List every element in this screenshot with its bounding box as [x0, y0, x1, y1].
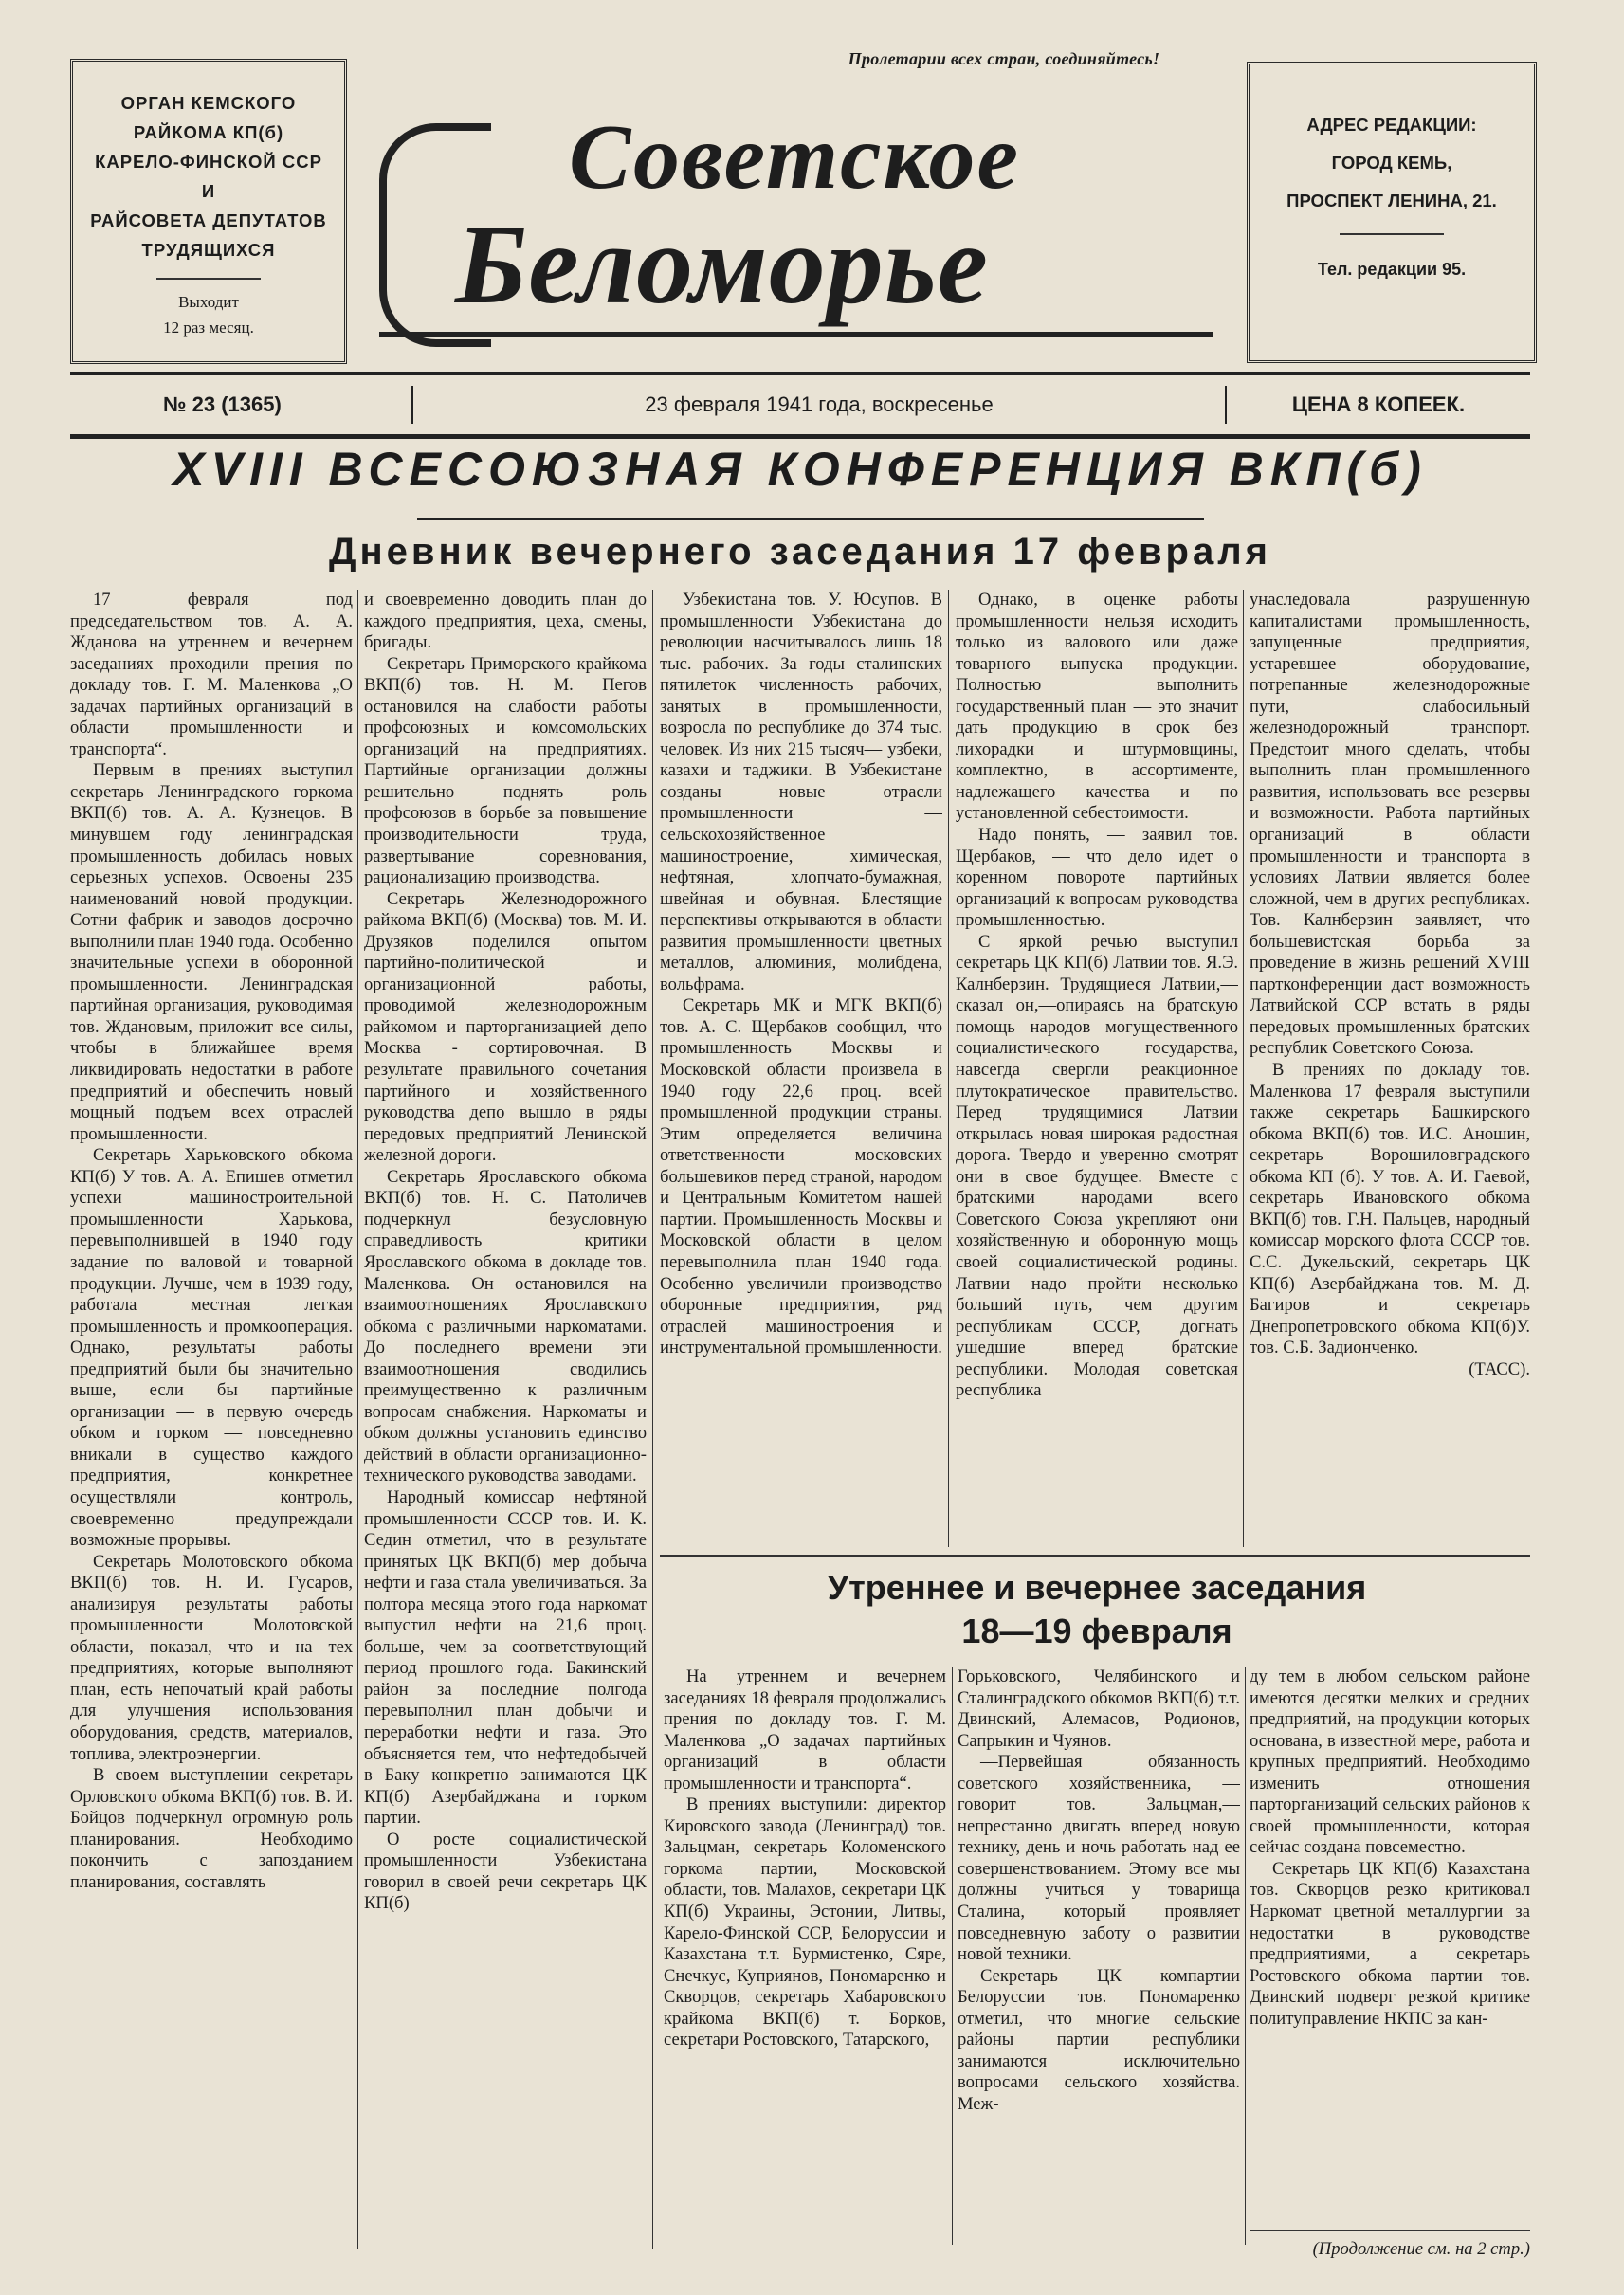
paragraph: Секретарь ЦК КП(б) Казахстана тов. Скворцов резко критиковал Наркомат цветной металлургии за недостатки в руководстве предприятиями, а секретарь Ростовского обкома партии тов. Двинский подверг резкой критике политуправление НКПС за кан-	[1250, 1858, 1530, 2029]
article1-column-3	[660, 590, 942, 1547]
info-bar	[70, 372, 1530, 439]
title-line-2: Беломорье	[455, 201, 989, 327]
paragraph: Секретарь Харьковского обкома КП(б) У тов. А. А. Епишев отметил успехи машиностроительной промышленности Харькова, перевыполнившей в 1940 году задание по валовой и товарной продукции. Лучше, чем в 1939 году, работала местная легкая промышленность и промкооперация. Однако, результаты работы предприятий были бы значительно выше, если бы партийные организации — в первую очередь обком и горком — повседневно вникали в существо каждого предприятия, конкретнее осуществляли контроль, своевременно предупреждали возможные прорывы.	[70, 1145, 353, 1551]
paragraph: В прениях по докладу тов. Маленкова 17 февраля выступили также секретарь Башкирского обкома ВКП(б) тов. И.С. Аношин, секретарь Ворошиловградского обкома КП (б). У тов. А. И. Гаевой, секретарь Ивановского обкома ВКП(б) тов. Г.Н. Пальцев, народный комиссар морского флота СССР тов. С.С. Дукельский, секретарь ЦК КП(б) Азербайджана тов. М. Д. Багиров и секретарь Днепропетровского обкома КП(б)У. тов. С.Б. Задионченко.	[1250, 1060, 1530, 1358]
issue-date: 23 февраля 1941 года, воскресенье	[411, 386, 1227, 424]
issue-price: ЦЕНА 8 КОПЕЕК.	[1291, 392, 1466, 416]
continued-note: (Продолжение см. на 2 стр.)	[1312, 2239, 1530, 2259]
organ-line: ОРГАН КЕМСКОГО	[120, 93, 297, 113]
paragraph: Секретарь Молотовского обкома ВКП(б) тов. Н. И. Гусаров, анализируя результаты работы промышленности Молотовской области, показал, что и на тех предприятиях, которые выполняют план, есть непочатый край работы для улучшения использования оборудования, средств, материалов, топлива, электроэнергии.	[70, 1551, 353, 1764]
address-box	[1247, 62, 1537, 363]
organ-line: И	[201, 181, 216, 201]
headline-line: 18—19 февраля	[961, 1612, 1232, 1650]
organ-line: РАЙСОВЕТА ДЕПУТАТОВ	[90, 210, 327, 230]
paragraph: Секретарь МК и МГК ВКП(б) тов. А. С. Щербаков сообщил, что промышленность Москвы и Московской области произвела в 1940 году 22,6 проц. всей промышленной продукции страны. Этим определяется величина ответственности московских большевиков перед страной, народом и Центральным Комитетом нашей партии. Промышленность Москвы и Московской области в целом перевыполнила план 1940 года. Особенно увеличили производство оборонные предприятия, ряд отраслей машиностроения и инструментальной промышленности.	[660, 995, 942, 1358]
column-rule	[1243, 590, 1244, 1547]
source-credit: (ТАСС).	[1469, 1358, 1530, 1379]
issue-number: № 23 (1365)	[163, 392, 282, 416]
paragraph: 17 февраля под председательством тов. А. А. Жданова на утреннем и вечернем заседаниях проходили прения по докладу тов. Г. М. Маленкова „О задачах партийных организаций в области промышленности и транспорта“.	[70, 590, 353, 759]
organ-line: РАЙКОМА КП(б)	[133, 122, 284, 142]
column-rule	[652, 590, 653, 2249]
paragraph: Однако, в оценке работы промышленности нельзя исходить только из валового или даже товарного выпуска продукции. Полностью выполнить государственный план — это значит дать продукцию в срок без лихорадки и штурмовщины, комплектно, в ассортименте, надлежащего качества и по установленной себестоимости.	[956, 590, 1238, 824]
paragraph: Секретарь Ярославского обкома ВКП(б) тов. Н. С. Патоличев подчеркнул безусловную справедливость критики Ярославского обкома в докладе тов. Маленкова. Он остановился на взаимоотношениях Ярославского обкома с различными наркоматами. До последнего времени эти взаимоотношения сводились преимущественно к различным вопросам снабжения. Наркоматы и обком должны установить единство действий в области организационно-технического руководства заводами.	[364, 1166, 647, 1486]
phone: Тел. редакции 95.	[1317, 260, 1467, 279]
article1-column-4	[956, 590, 1238, 1547]
headline-line: Утреннее и вечернее заседания	[827, 1568, 1367, 1607]
frequency-line: 12 раз месяц.	[163, 319, 254, 337]
column-rule	[357, 590, 358, 2249]
article2-column-2	[958, 1667, 1240, 2245]
newspaper-logo	[360, 104, 1232, 351]
article1-column-2	[364, 590, 647, 2249]
article1-headline: Дневник вечернего заседания 17 февраля	[329, 531, 1271, 573]
paragraph: Надо понять, — заявил тов. Щербаков, — что дело идет о коренном повороте партийных организаций к вопросам руководства промышленностью.	[956, 825, 1238, 931]
article1-column-1	[70, 590, 353, 2249]
paragraph: и своевременно доводить план до каждого предприятия, цеха, смены, бригады.	[364, 590, 647, 653]
conference-heading: XVIII ВСЕСОЮЗНАЯ КОНФЕРЕНЦИЯ ВКП(б)	[173, 443, 1428, 496]
article2-column-1	[664, 1667, 946, 2245]
paragraph: унаследовала разрушенную капиталистами промышленность, запущенные предприятия, устаревшее оборудование, потрепанные железнодорожные пути, слабосильный железнодорожный транспорт. Предстоит много сделать, чтобы выполнить план промышленного развития, использовать все резервы и возможности. Работа партийных организаций в области промышленности и транспорта в условиях Латвии является более сложной, чем в других республиках. Тов. Калнберзин заявляет, что большевистская борьба за проведение в жизнь решений XVIII партконференции даст возможность Латвийской ССР встать в ряды передовых промышленных братских республик Советского Союза.	[1250, 590, 1530, 1059]
section-rule	[660, 1555, 1530, 1557]
article2-column-3	[1250, 1667, 1530, 2226]
organ-line: КАРЕЛО-ФИНСКОЙ ССР	[95, 152, 322, 172]
paragraph: В своем выступлении секретарь Орловского обкома ВКП(б) тов. В. И. Бойцов подчеркнул огромную роль планирования. Необходимо покончить с запозданием планирования, составлять	[70, 1765, 353, 1892]
paragraph: С яркой речью выступил секретарь ЦК КП(б) Латвии тов. Я.Э. Калнберзин. Трудящиеся Латвии,—сказал он,—опираясь на братскую помощь народов могущественного социалистического государства, навсегда свергли реакционное плутократическое правительство. Перед трудящимися Латвии открылась новая широкая радостная дорога. Твердо и уверенно смотрят они в свое будущее. Вместе с братскими народами всего Советского Союза укрепляют они хозяйственную и оборонную мощь своей социалистической родины. Латвии надо пройти несколько больший путь, чем другим республикам СССР, догнать ушедшие вперед братские республики. Молодая советская республика	[956, 931, 1238, 1401]
address-line: ПРОСПЕКТ ЛЕНИНА, 21.	[1286, 191, 1497, 210]
article2-headline	[664, 1566, 1530, 1653]
paragraph: Народный комиссар нефтяной промышленности СССР тов. И. К. Седин отметил, что в результате принятых ЦК ВКП(б) мер добыча нефти и газа стала увеличиваться. За полтора месяца этого года наркомат выпустил нефти на 21,6 проц. больше, чем за соответствующий период прошлого года. Бакинский район за последние полгода перевыполнил план добычи и переработки нефти и газа. Это объясняется тем, что нефтедобычей в Баку конкретно занимаются ЦК КП(б) Азербайджана и горком партии.	[364, 1486, 647, 1829]
paragraph: На утреннем и вечернем заседаниях 18 февраля продолжались прения по докладу тов. Г. М. Маленкова „О задачах партийных организаций в области промышленности и транспорта“.	[664, 1667, 946, 1794]
address-line: АДРЕС РЕДАКЦИИ:	[1306, 115, 1477, 135]
column-rule	[952, 1667, 953, 2245]
paragraph: Секретарь ЦК компартии Белоруссии тов. Пономаренко отметил, что многие сельские районы партии республики занимаются исключительно вопросами сельского хозяйства. Меж-	[958, 1965, 1240, 2114]
frequency	[73, 289, 344, 340]
motto: Пролетарии всех стран, соединяйтесь!	[848, 49, 1160, 68]
paragraph: ду тем в любом сельском районе имеются десятки мелких и средних предприятий, на продукции которых основана, в известной мере, работа и крупных предприятий. Необходимо изменить отношения парторганизаций сельских районов к своей промышленности, которая сейчас создана повсеместно.	[1250, 1667, 1530, 1858]
paragraph: О росте социалистической промышленности Узбекистана говорил в своей речи секретарь ЦК КП(б)	[364, 1829, 647, 1914]
address-lines	[1250, 106, 1534, 220]
publisher-box	[70, 59, 347, 364]
section-rule	[1250, 2230, 1530, 2231]
address-line: ГОРОД КЕМЬ,	[1331, 153, 1452, 173]
paragraph: Первым в прениях выступил секретарь Ленинградского горкома ВКП(б) тов. А. А. Кузнецов. В минувшем году ленинградская промышленность добилась новых серьезных успехов. Освоены 235 наименований новой продукции. Сотни фабрик и заводов досрочно выполнили план 1940 года. Особенно значительные успехи в оборонной промышленности. Ленинградская партийная организация, руководимая тов. Ждановым, приложит все силы, чтобы в ближайшее время ликвидировать недостатки в работе предприятий и обеспечить новый мощный подъем всех отраслей промышленности.	[70, 760, 353, 1144]
organ-lines	[73, 88, 344, 264]
paragraph: Секретарь Железнодорожного райкома ВКП(б) (Москва) тов. М. И. Друзяков поделился опытом партийно-политической и организационной работы, проводимой железнодорожным райкомом и парторганизацией депо Москва - сортировочная. В результате правильного сочетания партийного и хозяйственного руководства депо вышло в ряды передовых предприятий Ленинской железной дороги.	[364, 888, 647, 1166]
heading-rule	[417, 518, 1204, 520]
paragraph: —Первейшая обязанность советского хозяйственника, —говорит тов. Зальцман,— непрестанно двигать вперед новую технику, день и ночь работать над ее совершенствованием. Этому все мы должны учиться у товарища Сталина, который проявляет повседневную заботу о развитии новой техники.	[958, 1752, 1240, 1965]
paragraph: Узбекистана тов. У. Юсупов. В промышленности Узбекистана до революции насчитывалось лишь 18 тыс. рабочих. За годы сталинских пятилеток численность рабочих, занятых в промышленности, возросла по республике до 374 тыс. человек. Из них 215 тысяч— узбеки, казахи и таджики. В Узбекистане созданы новые отрасли промышленности — сельскохозяйственное машиностроение, химическая, нефтяная, хлопчато-бумажная, швейная и обувная. Блестящие перспективы открываются в области развития промышленности цветных металлов, алюминия, молибдена, вольфрама.	[660, 590, 942, 994]
column-rule	[1245, 1667, 1246, 2245]
organ-line: ТРУДЯЩИХСЯ	[141, 240, 276, 260]
title-line-1: Советское	[569, 106, 1020, 209]
paragraph: Горьковского, Челябинского и Сталинградского обкомов ВКП(б) т.т. Двинский, Алемасов, Родионов, Сапрыкин и Чуянов.	[958, 1667, 1240, 1751]
column-rule	[948, 590, 949, 1547]
paragraph: Секретарь Приморского крайкома ВКП(б) тов. Н. М. Пегов остановился на слабости работы профсоюзных и комсомольских организаций на предприятиях. Партийные организации должны решительно поднять роль профсоюзов в борьбе за повышение производительности труда, развертывание соревнования, рационализацию производства.	[364, 653, 647, 888]
article1-column-5	[1250, 590, 1530, 1547]
frequency-line: Выходит	[178, 293, 239, 311]
logo-underline	[379, 332, 1213, 337]
paragraph: В прениях выступили: директор Кировского завода (Ленинград) тов. Зальцман, секретарь Коломенского горкома партии, Московской области, тов. Малахов, секретари ЦК КП(б) Украины, Эстонии, Литвы, Карело-Финской ССР, Белоруссии и Казахстана т.т. Бурмистенко, Сяре, Снечкус, Куприянов, Пономаренко и Скворцов, секретарь Хабаровского крайкома ВКП(б) т. Борков, секретари Ростовского, Татарского,	[664, 1794, 946, 2050]
divider	[1340, 233, 1444, 235]
divider	[156, 278, 261, 280]
